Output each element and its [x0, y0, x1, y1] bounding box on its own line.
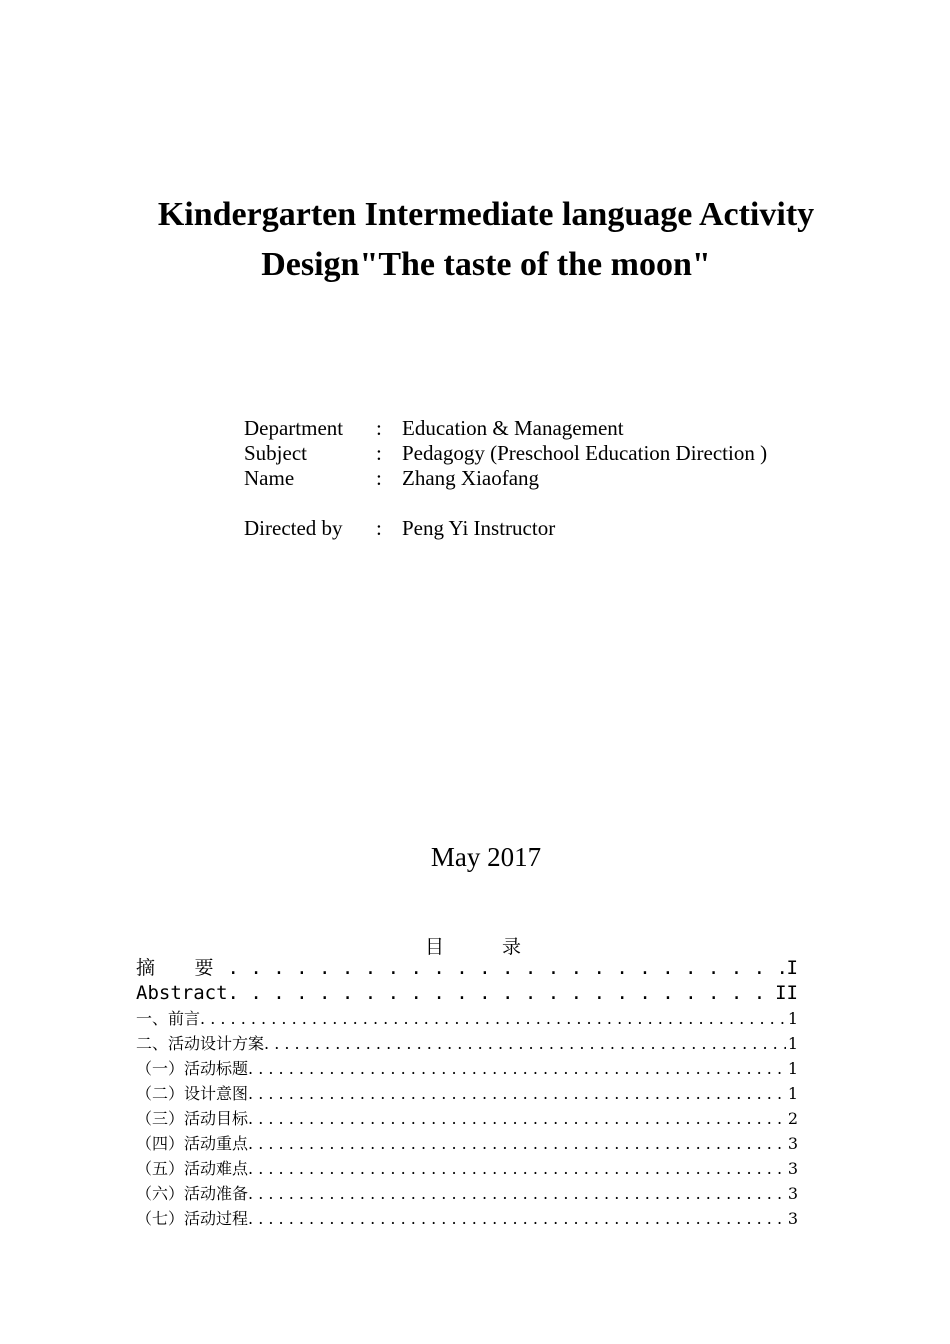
toc-entry[interactable]	[136, 981, 798, 1006]
document-date: May 2017	[430, 842, 542, 872]
toc-entry-title: （五）活动难点	[136, 1159, 249, 1178]
toc-entry-title: 摘 要	[136, 957, 228, 979]
toc-leader-dots	[264, 1031, 786, 1056]
toc-entry-title: Abstract	[136, 982, 228, 1004]
toc-entry-title: （七）活动过程	[136, 1209, 249, 1228]
toc-leader-dots	[228, 981, 774, 1006]
toc-entry[interactable]	[136, 1181, 798, 1206]
info-value: Education & Management	[402, 416, 624, 440]
toc-entry-page: 3	[787, 1159, 798, 1178]
toc-entry-title: （三）活动目标	[136, 1109, 249, 1128]
table-of-contents	[136, 956, 798, 1231]
toc-entry[interactable]	[136, 1056, 798, 1081]
toc-leader-dots	[248, 1181, 786, 1206]
toc-leader-dots	[248, 1081, 786, 1106]
toc-entry[interactable]	[136, 1006, 798, 1031]
toc-entry-page: 3	[787, 1184, 798, 1203]
info-label: Name	[244, 466, 295, 490]
toc-entry-title: （二）设计意图	[136, 1084, 249, 1103]
toc-entry-page: II	[775, 982, 798, 1004]
toc-entry[interactable]	[136, 956, 798, 981]
info-separator: :	[376, 441, 382, 465]
toc-entry-page: 3	[787, 1209, 798, 1228]
toc-entry-page: 1	[787, 1009, 798, 1028]
toc-entry-title: （四）活动重点	[136, 1134, 249, 1153]
info-separator: :	[376, 416, 382, 440]
toc-entry-title: 二、活动设计方案	[136, 1034, 265, 1053]
toc-leader-dots	[248, 1156, 786, 1181]
info-value: Pedagogy (Preschool Education Direction )	[402, 441, 768, 465]
toc-entry[interactable]	[136, 1106, 798, 1131]
info-separator: :	[376, 466, 382, 490]
toc-leader-dots	[248, 1131, 786, 1156]
toc-entry-title: 一、前言	[136, 1009, 201, 1028]
info-label: Subject	[244, 441, 307, 465]
toc-entry[interactable]	[136, 1081, 798, 1106]
toc-heading: 目 录	[424, 936, 548, 958]
toc-entry[interactable]	[136, 1031, 798, 1056]
info-value: Peng Yi Instructor	[402, 516, 556, 540]
info-separator: :	[376, 516, 382, 540]
document-title: Kindergarten Intermediate language Activity Design"The taste of the moon"	[157, 196, 815, 283]
toc-leader-dots	[248, 1206, 786, 1231]
toc-leader-dots	[248, 1056, 786, 1081]
toc-entry-page: 1	[787, 1084, 798, 1103]
toc-leader-dots	[227, 956, 784, 981]
toc-entry[interactable]	[136, 1156, 798, 1181]
toc-entry[interactable]	[136, 1206, 798, 1231]
toc-entry-page: 1	[787, 1034, 798, 1053]
toc-entry-page: 2	[787, 1109, 798, 1128]
toc-entry-title: （一）活动标题	[136, 1059, 249, 1078]
toc-entry-title: （六）活动准备	[136, 1184, 249, 1203]
info-value: Zhang Xiaofang	[402, 466, 540, 490]
toc-entry[interactable]	[136, 1131, 798, 1156]
toc-leader-dots	[200, 1006, 786, 1031]
toc-entry-page: 1	[787, 1059, 798, 1078]
toc-entry-page: 3	[787, 1134, 798, 1153]
toc-entry-page: I	[786, 957, 798, 979]
info-label: Directed by	[244, 516, 343, 540]
toc-leader-dots	[248, 1106, 786, 1131]
info-label: Department	[244, 416, 344, 440]
